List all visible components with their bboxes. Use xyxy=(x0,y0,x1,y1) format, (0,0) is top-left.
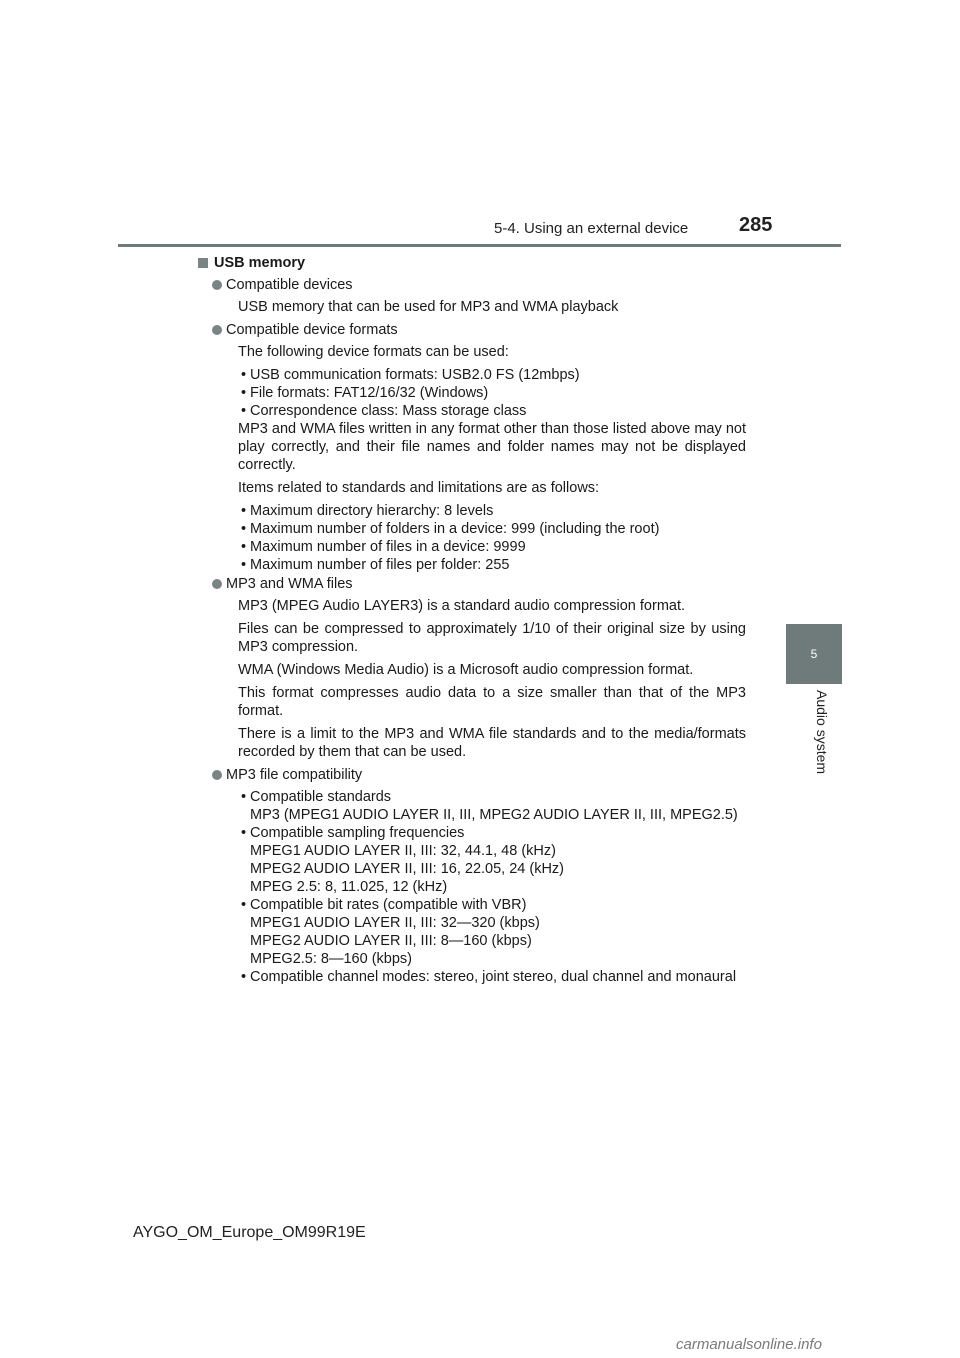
page-number: 285 xyxy=(739,214,773,236)
chapter-label: Audio system xyxy=(814,690,830,775)
format-list xyxy=(238,366,746,420)
paragraph: Items related to standards and limitations are as follows: xyxy=(238,480,600,496)
usb-memory-heading xyxy=(196,254,746,272)
chapter-tab xyxy=(786,624,842,684)
title-text: Compatible devices xyxy=(226,277,353,293)
paragraph: There is a limit to the MP3 and WMA file standards and to the media/formats recorded by them that can be used. xyxy=(238,726,746,760)
compatible-devices-title xyxy=(214,276,746,294)
title-text: MP3 and WMA files xyxy=(226,576,353,592)
paragraph: MP3 and WMA files written in any format other than those listed above may not play correctly, and their file names and folder names may not be displayed correctly. xyxy=(238,421,746,473)
header-divider xyxy=(118,244,841,247)
watermark: carmanualsonline.info xyxy=(676,1336,822,1353)
item-value: MPEG 2.5: 8, 11.025, 12 (kHz) xyxy=(250,879,448,895)
item-value: MPEG1 AUDIO LAYER II, III: 32—320 (kbps) xyxy=(250,915,540,931)
list-item: • Maximum number of files in a device: 9999 xyxy=(238,538,746,556)
paragraph: MP3 (MPEG Audio LAYER3) is a standard audio compression format. xyxy=(238,598,686,614)
list-item: • Maximum directory hierarchy: 8 levels xyxy=(238,502,746,520)
list-item xyxy=(238,788,746,824)
paragraph: WMA (Windows Media Audio) is a Microsoft audio compression format. xyxy=(238,662,694,678)
heading-text: USB memory xyxy=(214,255,306,271)
list-item: • Maximum number of files per folder: 255 xyxy=(238,556,746,574)
title-text: MP3 file compatibility xyxy=(226,767,363,783)
list-item: • File formats: FAT12/16/32 (Windows) xyxy=(238,384,746,402)
item-value: MPEG1 AUDIO LAYER II, III: 32, 44.1, 48 (kHz) xyxy=(250,843,556,859)
title-text: Compatible device formats xyxy=(226,322,398,338)
paragraph: This format compresses audio data to a size smaller than that of the MP3 format. xyxy=(238,685,746,719)
paragraph: Files can be compressed to approximately 1/10 of their original size by using MP3 compression. xyxy=(238,621,746,655)
device-formats-title xyxy=(214,321,746,339)
list-item: • Maximum number of folders in a device: 999 (including the root) xyxy=(238,520,746,538)
limits-list xyxy=(238,502,746,574)
circle-bullet-icon xyxy=(212,280,222,290)
item-label: • Compatible bit rates (compatible with VBR) xyxy=(250,897,527,913)
section-title: 5-4. Using an external device xyxy=(494,220,689,237)
list-item xyxy=(238,896,746,968)
item-label: • Compatible sampling frequencies xyxy=(250,825,465,841)
list-item xyxy=(238,824,746,896)
circle-bullet-icon xyxy=(212,325,222,335)
circle-bullet-icon xyxy=(212,770,222,780)
square-bullet-icon xyxy=(198,258,208,268)
item-value: MPEG2 AUDIO LAYER II, III: 16, 22.05, 24 (kHz) xyxy=(250,861,565,877)
list-item: • Compatible channel modes: stereo, joint stereo, dual channel and monaural xyxy=(238,968,746,986)
list-item: • Correspondence class: Mass storage class xyxy=(238,402,746,420)
paragraph: USB memory that can be used for MP3 and WMA playback xyxy=(238,299,619,315)
mp3-compatibility-title xyxy=(214,766,746,784)
list-item: • USB communication formats: USB2.0 FS (12mbps) xyxy=(238,366,746,384)
mp3-compatibility-list xyxy=(238,788,746,986)
document-id: AYGO_OM_Europe_OM99R19E xyxy=(133,1224,366,1241)
chapter-number: 5 xyxy=(810,647,818,661)
item-value: MP3 (MPEG1 AUDIO LAYER II, III, MPEG2 AUDIO LAYER II, III, MPEG2.5) xyxy=(250,807,738,823)
item-label: • Compatible standards xyxy=(250,789,392,805)
page-content xyxy=(196,254,746,991)
circle-bullet-icon xyxy=(212,579,222,589)
paragraph: The following device formats can be used: xyxy=(238,344,509,360)
mp3-wma-files-title xyxy=(214,575,746,593)
item-value: MPEG2.5: 8—160 (kbps) xyxy=(250,951,412,967)
item-value: MPEG2 AUDIO LAYER II, III: 8—160 (kbps) xyxy=(250,933,532,949)
